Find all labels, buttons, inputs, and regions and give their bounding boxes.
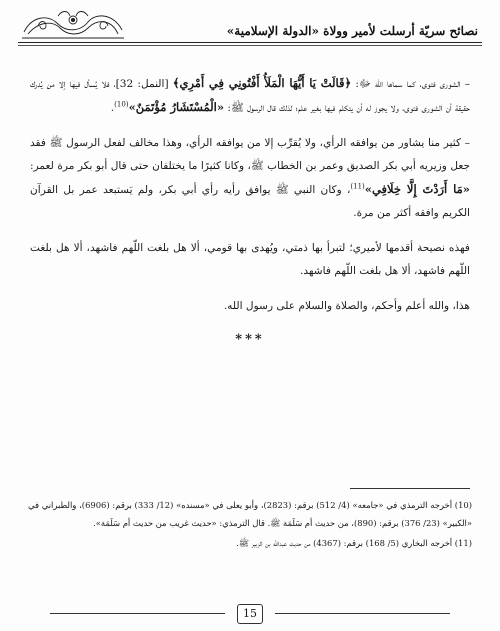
footnote-rule <box>350 488 470 489</box>
quran-verse: ﴿قَالَتْ يَا أَيُّهَا الْمَلَأُ أَفْتُونِي فِي أَمْرِي﴾ <box>172 76 352 90</box>
header-rule-secondary <box>18 45 482 46</box>
paragraph-shura <box>30 72 470 120</box>
footnote-10: (10) أخرجه الترمذي في «جامعه» (4/ 512) برقم: (2823)، وأبو يعلى في «مسنده» (12/ 333) برقم: (6906)، والطبراني في «الكبير» (23/ 376) برقم: (890)، من حديث أم سَلَمَة ﷺ. قال الترمذي: «حديث غريب من حديث أم سَلَمَة». <box>28 500 473 528</box>
footnote-marker-10[interactable]: (10) <box>114 100 129 109</box>
main-text <box>30 72 470 351</box>
header-rule <box>18 42 482 43</box>
footnote-11: (11) أخرجه البخاري (5/ 168) برقم: (4367) من حديث عبدالله بن الزبير ﷺ. <box>236 538 472 548</box>
paragraph-shura-ref: [النمل: 32]، فلا يُسأل فيها إلا من يُدرك حقيقة أن الشورى فتوى، ولا يجوز له أن يتكلم فيها بغير علم؛ لذلك قال الرسول ﷺ: <box>30 78 470 114</box>
footnote-marker-11[interactable]: (11) <box>350 182 365 191</box>
paragraph-advice: فهذه نصيحة أقدمها لأميري؛ لتبرأ بها ذمتي، ويُهدى بها قومي، ألا هل بلغت اللّهم فاشهد، ألا هل بلغت اللّهم فاشهد، ألا هل بلغت اللّهم فاشهد. <box>30 242 470 277</box>
section-separator: *** <box>235 332 265 347</box>
page-number-rule-right <box>275 613 450 614</box>
paragraph-consultation <box>30 132 470 225</box>
paragraph-closing: هذا، والله أعلم وأحكم، والصلاة والسلام على رسول الله. <box>223 300 470 312</box>
page-number: 15 <box>237 604 263 624</box>
paragraph-consultation-b: ، وكان النبي ﷺ يوافق رأيه رأي أبي بكر، ولم يَستبعد عمر بل القرآن الكريم وافقه أكثر من مرة. <box>30 184 470 219</box>
paragraph-shura-end: . <box>110 102 115 114</box>
paragraph-consultation-a: – كثير منا يشاور من يوافقه الرأي، ولا يُقرِّب إلا من يوافقه الرأي، وهذا مخالف لفعل الرسول ﷺ فقد جعل وزيريه أبي بكر الصديق وعمر بن الخطاب ﷺ، وكانا كثيرًا ما يختلفان حتى قال أبو بكر مرة لعمر: <box>30 137 470 172</box>
hadith-quote: «الْمُسْتَشَارُ مُؤْتَمَنٌ» <box>128 100 225 114</box>
abu-bakr-quote: «مَا أَرَدْتَ إِلَّا خِلَافِي» <box>364 182 470 196</box>
footnotes <box>28 496 472 552</box>
page-number-rule-left <box>50 613 225 614</box>
header-title: نصائح سريّة أرسلت لأمير وولاة «الدولة الإسلامية» <box>226 24 478 38</box>
paragraph-shura-lead: – الشورى فتوى، كما سماها الله ﷻ: <box>351 78 471 90</box>
ornament-icon <box>18 8 128 40</box>
page-header <box>18 8 482 48</box>
